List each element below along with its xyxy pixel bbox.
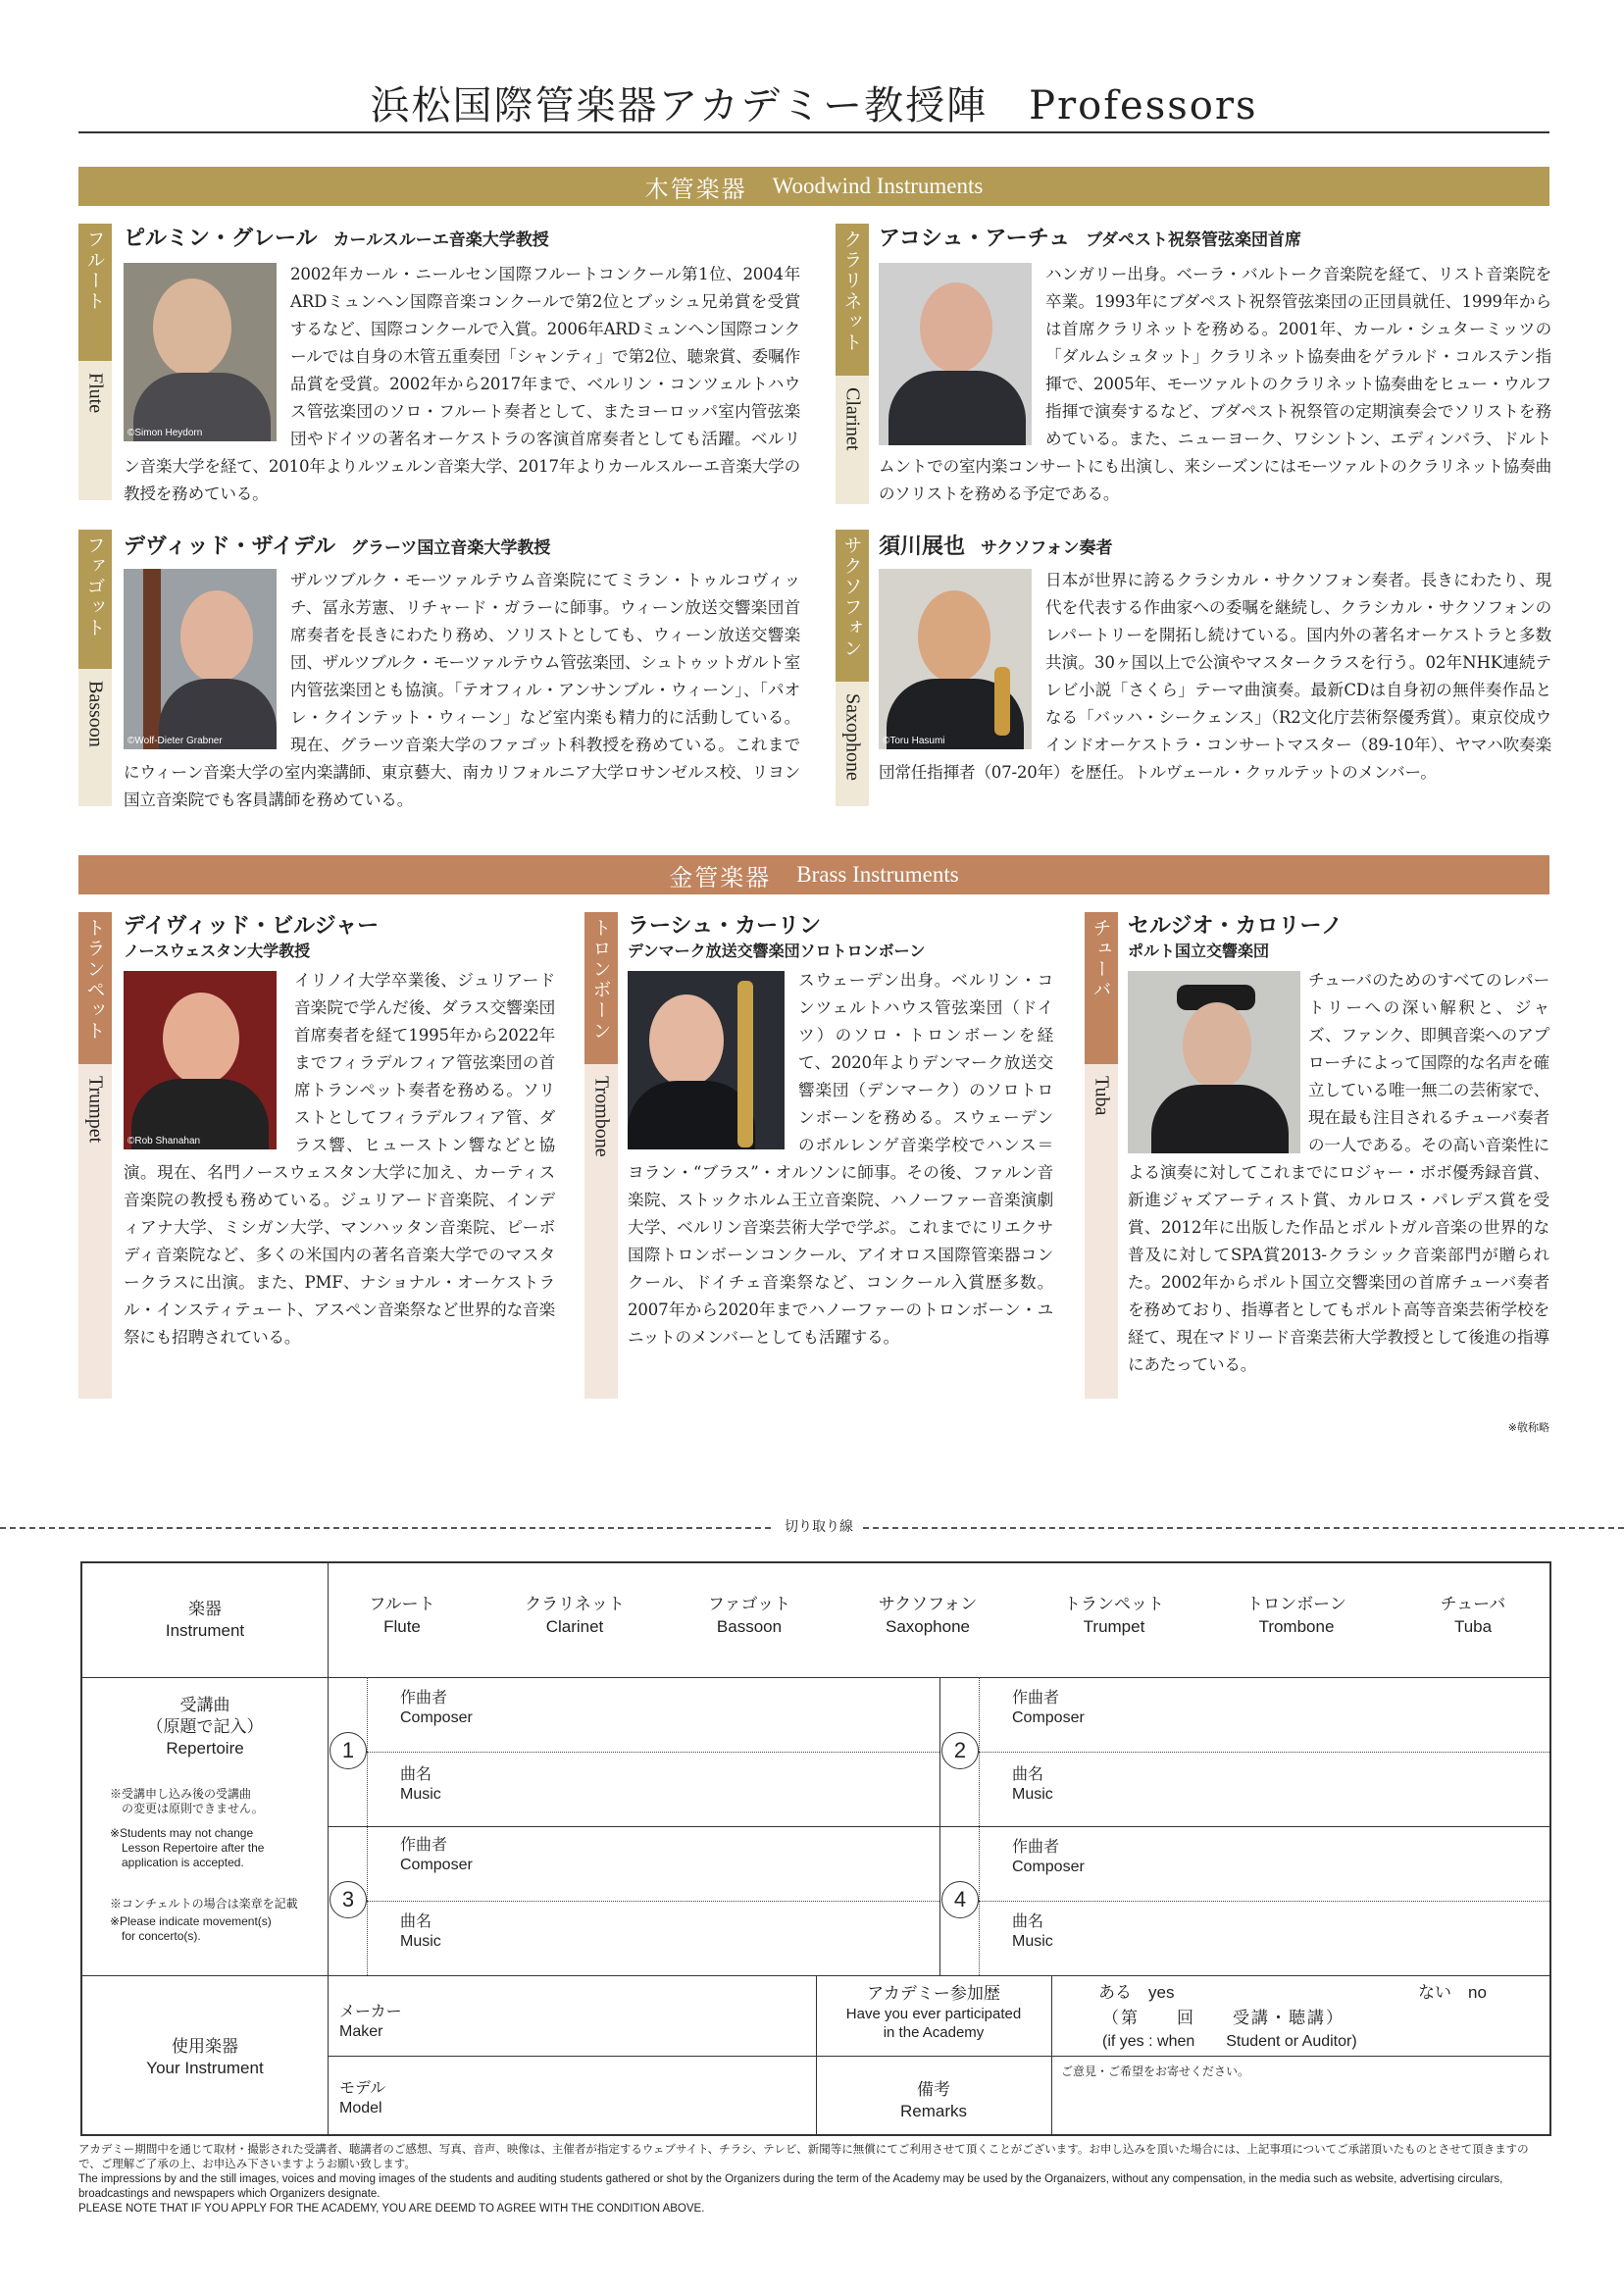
tab-clarinet [836,224,869,504]
photo-credit: ©Rob Shanahan [127,1136,201,1147]
instrument-label [82,1599,328,1642]
tab-flute-jp: フルート [78,224,112,361]
bio-trombone [628,967,1053,1351]
yes-en: yes [1148,1983,1175,2002]
instrument-option-bassoon[interactable] [681,1593,818,1638]
composer-field-4[interactable] [1012,1838,1542,1897]
professor-title: カールスルーエ音楽大学教授 [332,230,549,250]
tab-flute-en: Flute [78,361,112,500]
remarks-label-jp: 備考 [917,2080,950,2099]
repertoire-number: 4 [941,1881,979,1918]
option-jp: チューバ [1440,1595,1506,1613]
instrument-option-saxophone[interactable] [859,1593,996,1638]
option-en: Bassoon [716,1617,783,1636]
instrument-option-clarinet[interactable] [506,1593,643,1638]
footer-notice [78,2143,1549,2217]
option-jp: トロンボーン [1246,1595,1346,1613]
instrument-option-flute[interactable] [333,1593,471,1638]
instrument-option-trombone[interactable] [1228,1593,1365,1638]
repertoire-number: 2 [941,1732,979,1769]
instrument-option-tuba[interactable] [1404,1593,1542,1638]
option-en: Flute [383,1617,421,1636]
academy-no-option[interactable] [1418,1983,1487,2003]
photo-credit: ©Toru Hasumi [883,736,945,746]
no-jp: ない [1418,1983,1451,2002]
option-en: Tuba [1453,1617,1493,1636]
field-label-jp: 作曲者 [1012,1690,1060,1707]
repertoire-label-en: Repertoire [166,1739,244,1758]
your-instrument-jp: 使用楽器 [172,2037,238,2056]
tab-saxophone [836,530,869,806]
academy-times-field[interactable]: （第 回 受講・聴講） [1102,2009,1345,2027]
bio-flute [124,261,800,508]
field-label-en: Composer [400,1857,473,1873]
professor-name: 須川展也 [879,535,966,559]
tab-clarinet-en: Clarinet [836,376,869,504]
brass-header-jp: 金管楽器 [669,863,772,892]
field-label-jp: 曲名 [400,1913,432,1930]
cut-line-label: 切り取り線 [775,1516,863,1536]
tab-tuba-jp: チューバ [1085,912,1118,1064]
tab-bassoon [78,530,112,806]
tab-bassoon-en: Bassoon [78,669,112,806]
professor-title: サクソフォン奏者 [981,538,1113,558]
bio-tuba [1128,967,1549,1379]
page-title: 浜松国際管楽器アカデミー教授陣 Professors [370,83,1258,128]
option-en: Clarinet [545,1617,604,1636]
field-label-jp: メーカー [339,2004,402,2020]
tab-saxophone-jp: サクソフォン [836,530,869,682]
tab-trombone-en: Trombone [584,1064,618,1399]
bio-trumpet [124,967,555,1351]
field-label-jp: 曲名 [1012,1766,1044,1783]
field-label-en: Composer [400,1709,473,1726]
tab-saxophone-en: Saxophone [836,682,869,806]
music-field-2[interactable] [1012,1765,1542,1822]
title-rule [78,131,1549,133]
repertoire-label [82,1695,328,1759]
field-label-en: Composer [1012,1709,1085,1726]
field-label-en: Music [1012,1933,1053,1950]
professor-name-saxophone [879,530,1113,560]
remarks-field[interactable] [1061,2062,1542,2130]
professor-title-tuba: ポルト国立交響楽団 [1128,942,1270,960]
yes-jp: ある [1098,1983,1132,2002]
tab-trumpet-en: Trumpet [78,1064,112,1399]
option-jp: クラリネット [525,1595,625,1613]
bio-saxophone [879,567,1551,787]
field-label-en: Composer [1012,1859,1085,1875]
music-field-4[interactable] [1012,1912,1542,1969]
bio-text: スウェーデン出身。ベルリン・コンツェルトハウス管弦楽団（ドイツ）のソロ・トロンボーンを経て、2020年よりデンマーク放送交響楽団（デンマーク）のソロトロンボーンを務める。スウェーデンのボルレンゲ音楽学校でハンス＝ヨラン・“ブラス”・オルソンに師事。その後、ファルン音楽院、ストックホルム王立音楽院、ハノーファー音楽演劇大学、ベルリン音楽芸術大学で学ぶ。これまでにリエクサ国際トロンボーンコンクール、アイオロス国際管楽器コンクール、ドイチェ音楽祭など、コンクール入賞歴多数。2007年から2020年までハノーファーのトロンボーン・ユニットのメンバーとしても活躍する。 [628,971,1053,1347]
tab-bassoon-jp: ファゴット [78,530,112,669]
academy-times-en: (if yes : when Student or Auditor) [1102,2033,1357,2050]
repertoire-number: 1 [330,1732,367,1769]
bio-clarinet [879,261,1551,508]
honorific-note: ※敬称略 [1507,1421,1549,1434]
remarks-note: ご意見・ご希望をお寄せください。 [1061,2065,1250,2078]
repertoire-note-4: ※Please indicate movement(s) for concerto(s). [110,1914,272,1943]
repertoire-label-jp: 受講曲 [179,1696,230,1714]
professor-name: デヴィッド・ザイデル [124,535,336,559]
instrument-option-trumpet[interactable] [1045,1593,1183,1638]
option-jp: サクソフォン [878,1595,978,1613]
field-label-en: Maker [339,2023,383,2040]
your-instrument-label [82,2036,328,2079]
professor-title: ブダペスト祝祭管弦楽団首席 [1086,230,1301,250]
field-label-jp: 作曲者 [400,1690,448,1707]
bio-text: ハンガリー出身。ベーラ・バルトーク音楽院を経て、リスト音楽院を卒業。1993年にブダペスト祝祭管弦楽団の正団員就任、1999年からは首席クラリネットを務める。2001年、カール・シュターミッツの「ダルムシュタット」クラリネット協奏曲をゲラルド・コルステン指揮で、2005年、モーツァルトのクラリネット協奏曲をヒュー・ウルフ指揮で演奏するなど、ブダペスト祝祭管の定期演奏会でソリストを務めている。また、ニューヨーク、ワシントン、エディンバラ、ドルトムントでの室内楽コンサートにも出演し、来シーズンにはモーツァルトのクラリネット協奏曲のソリストを務める予定である。 [879,265,1551,503]
option-jp: フルート [369,1595,435,1613]
woodwind-header [78,167,1549,206]
professor-name-flute [124,222,549,252]
bio-text: チューバのためのすべてのレパートリーへの深い解釈と、ジャズ、ファンク、即興音楽へのアプローチによって国際的な名声を確立している唯一無二の芸術家で、現在最も注目されるチューバ奏者の一人である。その高い音楽性による演奏に対してこれまでにロジャー・ボボ優秀録音賞、新進ジャズアーティスト賞、カルロス・パレデス賞を受賞、2012年に出版した作品とポルトガル音楽の世界的な普及に対してSPA賞2013-クラシック音楽部門が贈られた。2002年からポルト国立交響楽団の首席チューバ奏者を務めており、指導者としてもポルト高等音楽芸術学校を経て、現在マドリード音楽芸術大学教授として後進の指導にあたっている。 [1128,971,1549,1374]
field-label-en: Music [400,1933,441,1950]
bio-text: イリノイ大学卒業後、ジュリアード音楽院で学んだ後、ダラス交響楽団首席奏者を経て1995年から2022年までフィラデルフィア管弦楽団の首席トランペット奏者を務める。ソリストとしてフィラデルフィア管、ダラス響、ヒューストン響などと協演。現在、名門ノースウェスタン大学に加え、カーティス音楽院の教授も務めている。ジュリアード音楽院、インディアナ大学、ミシガン大学、マンハッタン音楽院、ピーボディ音楽院など、多くの米国内の著名音楽大学でのマスタークラスに出演。また、PMF、ナショナル・オーケストラル・インスティテュート、アスペン音楽祭など世界的な音楽祭にも招聘されている。 [124,971,555,1347]
tab-flute [78,224,112,500]
composer-field-3[interactable] [400,1836,930,1895]
maker-field[interactable] [339,2003,800,2050]
repertoire-note-2: ※Students may not change Lesson Repertoire after the application is accepted. [110,1826,265,1869]
music-field-3[interactable] [400,1912,930,1969]
option-jp: ファゴット [707,1595,791,1613]
field-label-jp: 作曲者 [1012,1839,1060,1856]
option-en: Trumpet [1083,1617,1145,1636]
tab-trombone-jp: トロンボーン [584,912,618,1064]
professor-name-trombone: ラーシュ・カーリン [628,914,822,939]
no-en: no [1468,1983,1487,2002]
instrument-label-en: Instrument [165,1621,245,1640]
application-form [80,1561,1551,2136]
brass-header-en: Brass Instruments [796,862,959,887]
field-label-jp: モデル [339,2080,386,2097]
professor-title: グラーツ国立音楽大学教授 [351,538,551,558]
professor-name-tuba: セルジオ・カロリーノ [1128,914,1344,939]
field-label-en: Model [339,2100,382,2116]
professor-title-trombone: デンマーク放送交響楽団ソロトロンボーン [628,942,926,960]
academy-label-en1: Have you ever participated [845,2006,1022,2022]
instrument-label-jp: 楽器 [188,1600,222,1618]
option-jp: トランペット [1064,1595,1164,1613]
tab-tuba [1085,912,1118,1399]
academy-label [816,1983,1051,2042]
repertoire-label-jp2: （原題で記入） [146,1717,264,1736]
photo-credit: ©Simon Heydorn [127,428,203,438]
repertoire-number: 3 [330,1881,367,1918]
composer-field-2[interactable] [1012,1689,1542,1748]
remarks-label [816,2079,1051,2122]
remarks-label-en: Remarks [899,2102,967,2120]
professor-name: ピルミン・グレール [124,227,318,251]
composer-field-1[interactable] [400,1689,930,1748]
field-label-en: Music [400,1786,441,1803]
academy-label-en2: in the Academy [883,2024,985,2041]
bio-text: 日本が世界に誇るクラシカル・サクソフォン奏者。長きにわたり、現代を代表する作曲家への委嘱を継続し、クラシカル・サクソフォンのレパートリーを開拓し続けている。国内外の著名オーケストラと多数共演。30ヶ国以上で公演やマスタークラスを行う。02年NHK連続テレビ小説「さくら」テーマ曲演奏。最新CDは自身初の無伴奏作品となる「バッハ・シークェンス」（R2文化庁芸術祭優秀賞）。東京佼成ウインドオーケストラ・コンサートマスター（89-10年）、ヤマハ吹奏楽団常任指揮者（07-20年）を歴任。トルヴェール・クヮルテットのメンバー。 [879,571,1551,782]
professor-name-bassoon [124,530,550,560]
footer-en2: PLEASE NOTE THAT IF YOU APPLY FOR THE ACADEMY, YOU ARE DEEMD TO AGREE WITH THE CONDITION ABOVE. [78,2203,705,2215]
professor-name-trumpet: デイヴィッド・ビルジャー [124,914,380,939]
professor-title-trumpet: ノースウェスタン大学教授 [124,942,311,960]
option-en: Trombone [1258,1617,1335,1636]
tab-trumpet [78,912,112,1399]
professor-name-clarinet [879,222,1301,252]
brass-header [78,855,1549,894]
professor-name: アコシュ・アーチュ [879,227,1071,251]
music-field-1[interactable] [400,1765,930,1822]
woodwind-header-en: Woodwind Instruments [772,174,984,198]
tab-clarinet-jp: クラリネット [836,224,869,376]
tab-trumpet-jp: トランペット [78,912,112,1064]
tab-tuba-en: Tuba [1085,1064,1118,1399]
option-en: Saxophone [885,1617,971,1636]
bio-text: 2002年カール・ニールセン国際フルートコンクール第1位、2004年ARDミュンヘン国際音楽コンクールで第2位とブッシュ兄弟賞を受賞するなど、国際コンクールで入賞。2006年ARDミュンヘン国際コンクールでは自身の木管五重奏団「シャンティ」で第2位、聴衆賞、委嘱作品賞を受賞。2002年から2017年まで、ベルリン・コンツェルトハウス管弦楽団のソロ・フルート奏者として、またヨーロッパ室内管弦楽団やドイツの著名オーケストラの客演首席奏者としても活躍。ベルリン音楽大学を経て、2010年よりルツェルン音楽大学、2017年よりカールスルーエ音楽大学の教授を務めている。 [124,265,800,503]
footer-jp: アカデミー期間中を通じて取材・撮影された受講者、聴講者のご感想、写真、音声、映像は、主催者が指定するウェブサイト、チラシ、テレビ、新聞等に無償にてご利用させて頂くことがございます。お申し込みを頂いた場合には、上記事項についてご承諾頂いたものとさせて頂きますので、ご理解ご了承の上、お申込み下さいますようお願い致します。 [78,2144,1529,2170]
tab-trombone [584,912,618,1399]
repertoire-note-3: ※コンチェルトの場合は楽章を記載 [110,1897,298,1911]
field-label-en: Music [1012,1786,1053,1803]
academy-label-jp: アカデミー参加歴 [867,1984,1000,2003]
field-label-jp: 曲名 [1012,1913,1044,1930]
footer-en1: The impressions by and the still images, voices and moving images of the students and auditing students gathered or shot by the Organizers during the term of the Academy may be used by the Organaizers, without any compensation, in the media such as website, advertising circulars, broadcastings and newspapers which Organizers designate. [78,2173,1503,2200]
academy-yes-option[interactable] [1098,1983,1174,2003]
photo-credit: ©Wolf-Dieter Grabner [127,736,223,746]
repertoire-note-1: ※受講申し込み後の受講曲 の変更は原則できません。 [110,1787,264,1815]
woodwind-header-jp: 木管楽器 [644,175,747,203]
bio-bassoon [124,567,800,814]
your-instrument-en: Your Instrument [146,2059,264,2077]
bio-text: ザルツブルク・モーツァルテウム音楽院にてミラン・トゥルコヴィッチ、冨永芳憲、リチャード・ガラーに師事。ウィーン放送交響楽団首席奏者を長きにわたり務め、ソリストとしても、ウィーン放送交響楽団、ザルツブルク・モーツァルテウム管弦楽団、シュトゥットガルト室内管弦楽団とも協演。「テオフィル・アンサンブル・ウィーン」、「パオレ・クインテット・ウィーン」など室内楽も精力的に活動している。現在、グラーツ音楽大学のファゴット科教授を務めている。これまでにウィーン音楽大学の室内楽講師、東京藝大、南カリフォルニア大学ロサンゼルス校、リヨン国立音楽院でも客員講師を務めている。 [124,571,800,809]
model-field[interactable] [339,2079,800,2128]
field-label-jp: 曲名 [400,1766,432,1783]
field-label-jp: 作曲者 [400,1837,448,1854]
